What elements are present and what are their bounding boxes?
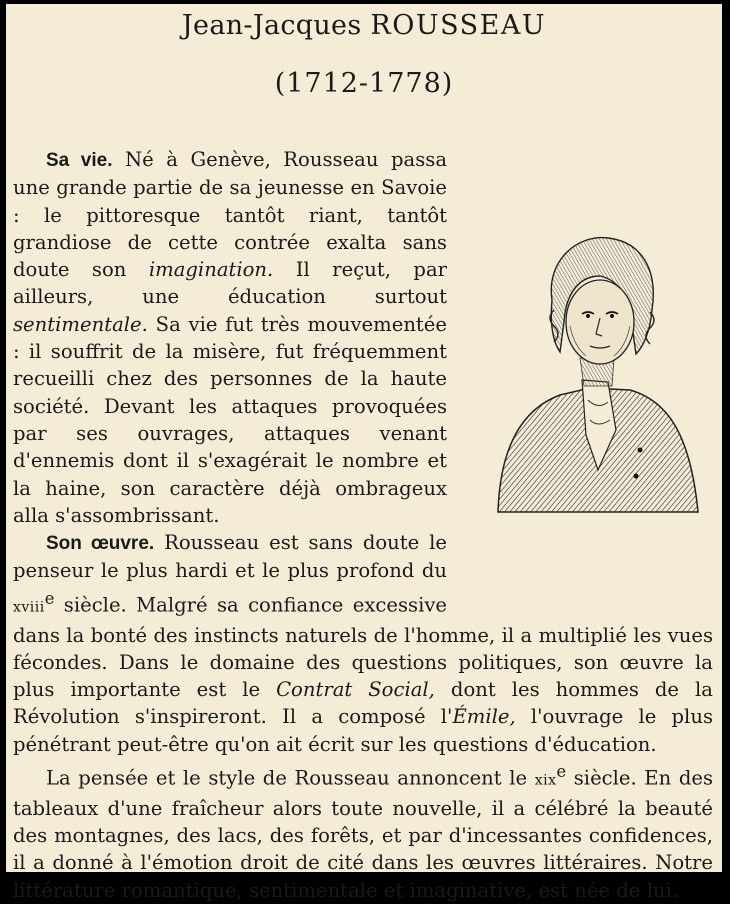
- portrait-image: [490, 230, 704, 522]
- heading-life: Sa vie.: [46, 150, 113, 171]
- heading-work: Son œuvre.: [46, 533, 155, 555]
- century-18: xviii: [13, 599, 45, 616]
- book-page: [6, 4, 722, 902]
- title-contrat-social: Contrat Social,: [276, 678, 435, 702]
- paragraph-style: La pensée et le style de Rousseau annoncent le xix$^e$ siècle. En des tableaux d'une fraîcheur alors toute nouvelle, il a célébré la beauté des montagnes, des lacs, des forêts, et par d'incessantes confidences, il a donné à l'émotion droit de cité dans les œuvres littéraires. Notre littérature romantique, sentimentale et imaginative, est née de lui.: [13, 762, 714, 902]
- author-first-names: Jean-Jacques: [181, 10, 362, 41]
- author-surname: ROUSSEAU: [370, 10, 547, 41]
- paragraph-life: Sa vie. Né à Genève, Rousseau passa une grande partie de sa jeunesse en Savoie : le pittoresque tantôt riant, tantôt grandiose de cette contrée exalta sans doute son imagination. Il reçut, par ailleurs, une éducation surtout sentimentale. Sa vie fut très mouvementée : il souffrit de la misère, fut fréquemment recueilli chez des personnes de la haute société. Devant les attaques provoquées par ses ouvrages, attaques venant d'ennemis dont il s'exagérait le nombre et la haine, son caractère déjà ombrageux alla s'assombrissant.: [13, 148, 448, 527]
- century-19: xix: [534, 772, 557, 789]
- title-emile: Émile,: [452, 705, 516, 729]
- author-dates: (1712-1778): [274, 68, 454, 99]
- page-title: [6, 10, 722, 41]
- paragraph-work: Son œuvre. Rousseau est sans doute le penseur le plus hardi et le plus profond du xviii$^e$ siècle. Malgré sa confiance excessive dans la bonté des instincts naturels de l'homme, il a multiplié les vues fécondes. Dans le domaine des questions politiques, son œuvre la plus importante est le Contrat Social, dont les hommes de la Révolution s'inspireront. Il a composé l'Émile, l'ouvrage le plus pénétrant peut-être qu'on ait écrit sur les questions d'éducation.: [13, 531, 713, 756]
